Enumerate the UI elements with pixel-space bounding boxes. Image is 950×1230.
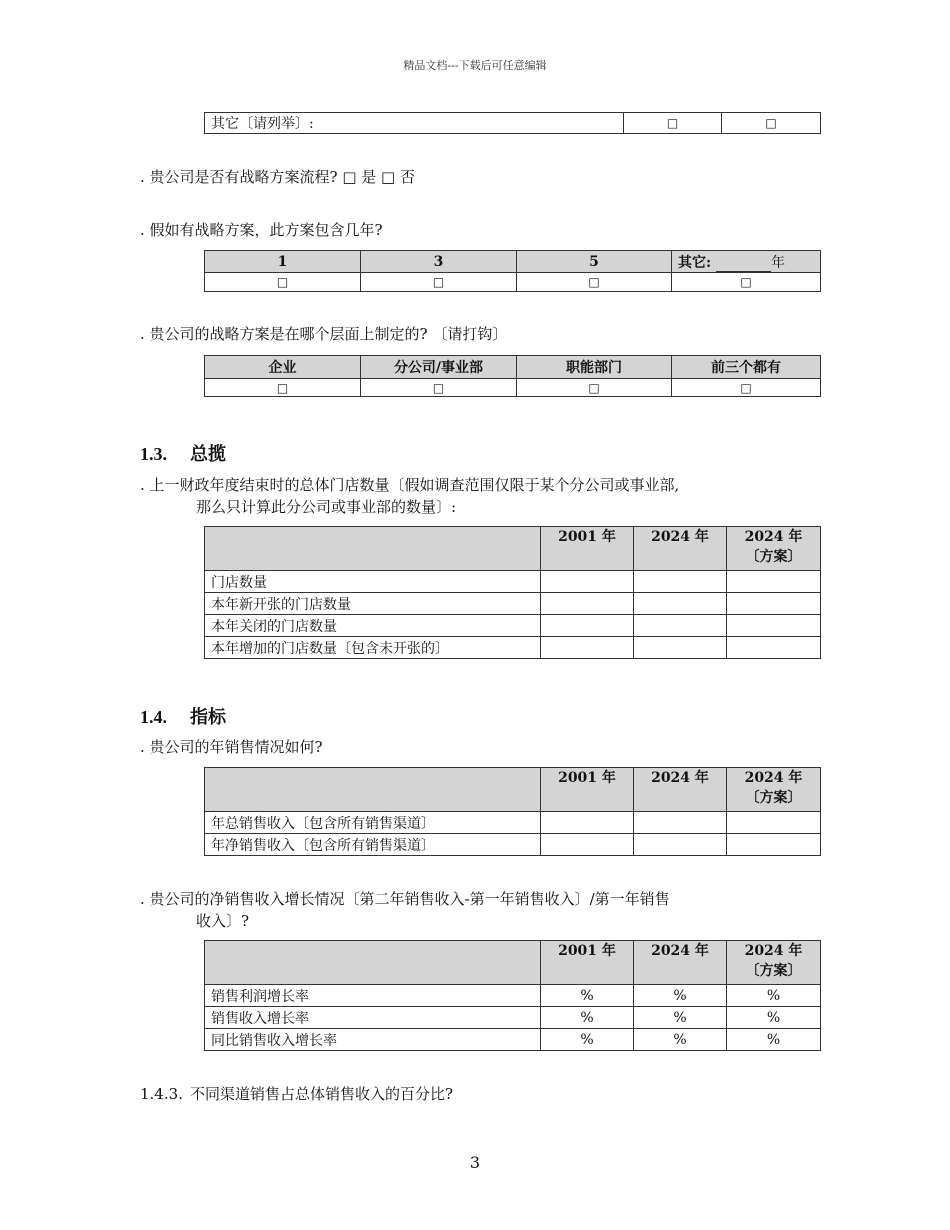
section-heading-1-3	[140, 440, 226, 466]
header-all: 前三个都有	[672, 356, 821, 379]
question-number: 1.4.3.	[140, 1085, 183, 1103]
row-label: 年总销售收入〔包含所有销售渠道〕	[205, 812, 541, 834]
question-plan-years: . 假如有战略方案，此方案包含几年?	[140, 221, 383, 239]
other-label: 其它〔请列举〕:	[205, 113, 624, 134]
input-cell[interactable]	[541, 593, 634, 615]
checkbox[interactable]: □	[361, 273, 517, 292]
input-cell[interactable]	[634, 593, 727, 615]
header-year-2024: 2024 年	[634, 527, 727, 571]
header-year-2024-plan	[727, 768, 821, 812]
percent-cell[interactable]: %	[727, 1029, 821, 1051]
percent-cell[interactable]: %	[634, 985, 727, 1007]
input-cell[interactable]	[634, 571, 727, 593]
percent-cell[interactable]: %	[541, 1007, 634, 1029]
row-label: 本年新开张的门店数量	[205, 593, 541, 615]
header-year-2024-plan	[727, 527, 821, 571]
plan-level-table	[204, 355, 821, 397]
section-number: 1.4.	[140, 707, 167, 727]
percent-cell[interactable]: %	[634, 1029, 727, 1051]
input-cell[interactable]	[727, 615, 821, 637]
percent-cell[interactable]: %	[541, 985, 634, 1007]
page-number: 3	[469, 1153, 481, 1172]
header-1-year: 1	[205, 251, 361, 273]
section-title: 指标	[190, 707, 226, 727]
header-line: 2024 年	[744, 529, 803, 545]
other-table	[204, 112, 821, 134]
header-3-years: 3	[361, 251, 517, 273]
row-label-header	[205, 768, 541, 812]
header-year-2024: 2024 年	[634, 768, 727, 812]
checkbox[interactable]: □	[205, 379, 361, 397]
header-line: 2024 年	[744, 770, 803, 786]
row-label-header	[205, 941, 541, 985]
input-cell[interactable]	[727, 834, 821, 856]
question-channel-share	[140, 1083, 453, 1105]
question-plan-level: . 贵公司的战略方案是在哪个层面上制定的? 〔请打钩〕	[140, 325, 508, 343]
header-line: 〔方案〕	[745, 963, 802, 979]
plan-years-table	[204, 250, 821, 292]
question-line: . 上一财政年度结束时的总体门店数量〔假如调查范围仅限于某个分公司或事业部,	[140, 476, 680, 494]
question-annual-sales: . 贵公司的年销售情况如何?	[140, 738, 323, 756]
percent-cell[interactable]: %	[727, 1007, 821, 1029]
header-line: 〔方案〕	[745, 549, 802, 565]
input-cell[interactable]	[541, 615, 634, 637]
percent-cell[interactable]: %	[634, 1007, 727, 1029]
year-suffix: 年	[771, 254, 786, 271]
annual-sales-table	[204, 767, 821, 856]
header-line: 〔方案〕	[745, 790, 802, 806]
checkbox[interactable]: □	[517, 379, 672, 397]
checkbox[interactable]: □	[672, 273, 821, 292]
header-function: 职能部门	[517, 356, 672, 379]
header-5-years: 5	[517, 251, 672, 273]
header-branch: 分公司/事业部	[361, 356, 517, 379]
header-year-2001: 2001 年	[541, 768, 634, 812]
header-line: 2024 年	[744, 943, 803, 959]
percent-cell[interactable]: %	[727, 985, 821, 1007]
store-count-table	[204, 526, 821, 659]
input-cell[interactable]	[541, 834, 634, 856]
question-store-count	[140, 474, 679, 518]
question-strategy-process: . 贵公司是否有战略方案流程? □ 是 □ 否	[140, 168, 415, 186]
header-year-2024-plan	[727, 941, 821, 985]
input-cell[interactable]	[541, 812, 634, 834]
years-blank[interactable]	[716, 257, 771, 272]
checkbox[interactable]: □	[517, 273, 672, 292]
header-other-years	[672, 251, 821, 273]
checkbox[interactable]: □	[205, 273, 361, 292]
row-label: 本年增加的门店数量〔包含未开张的〕	[205, 637, 541, 659]
question-growth	[140, 888, 670, 932]
header-year-2024: 2024 年	[634, 941, 727, 985]
input-cell[interactable]	[727, 637, 821, 659]
question-line: . 贵公司的净销售收入增长情况〔第二年销售收入-第一年销售收入〕/第一年销售	[140, 890, 670, 908]
header-enterprise: 企业	[205, 356, 361, 379]
percent-cell[interactable]: %	[541, 1029, 634, 1051]
question-text: 不同渠道销售占总体销售收入的百分比?	[190, 1085, 454, 1103]
header-year-2001: 2001 年	[541, 941, 634, 985]
row-label: 年净销售收入〔包含所有销售渠道〕	[205, 834, 541, 856]
input-cell[interactable]	[727, 593, 821, 615]
page-header: 精品文档---下载后可任意编辑	[403, 59, 547, 72]
header-year-2001: 2001 年	[541, 527, 634, 571]
checkbox[interactable]: □	[624, 113, 722, 134]
section-heading-1-4	[140, 703, 226, 729]
input-cell[interactable]	[634, 834, 727, 856]
input-cell[interactable]	[727, 571, 821, 593]
row-label: 本年关闭的门店数量	[205, 615, 541, 637]
input-cell[interactable]	[727, 812, 821, 834]
input-cell[interactable]	[634, 812, 727, 834]
input-cell[interactable]	[634, 637, 727, 659]
row-label: 销售收入增长率	[205, 1007, 541, 1029]
checkbox[interactable]: □	[722, 113, 821, 134]
question-line: 收入〕?	[196, 912, 250, 930]
row-label: 同比销售收入增长率	[205, 1029, 541, 1051]
header-other-label: 其它:	[678, 254, 712, 271]
input-cell[interactable]	[541, 571, 634, 593]
input-cell[interactable]	[541, 637, 634, 659]
question-line: 那么只计算此分公司或事业部的数量〕:	[196, 498, 457, 516]
section-number: 1.3.	[140, 444, 167, 464]
growth-table	[204, 940, 821, 1051]
checkbox[interactable]: □	[672, 379, 821, 397]
row-label-header	[205, 527, 541, 571]
checkbox[interactable]: □	[361, 379, 517, 397]
section-title: 总揽	[190, 444, 226, 464]
row-label: 销售利润增长率	[205, 985, 541, 1007]
row-label: 门店数量	[205, 571, 541, 593]
input-cell[interactable]	[634, 615, 727, 637]
